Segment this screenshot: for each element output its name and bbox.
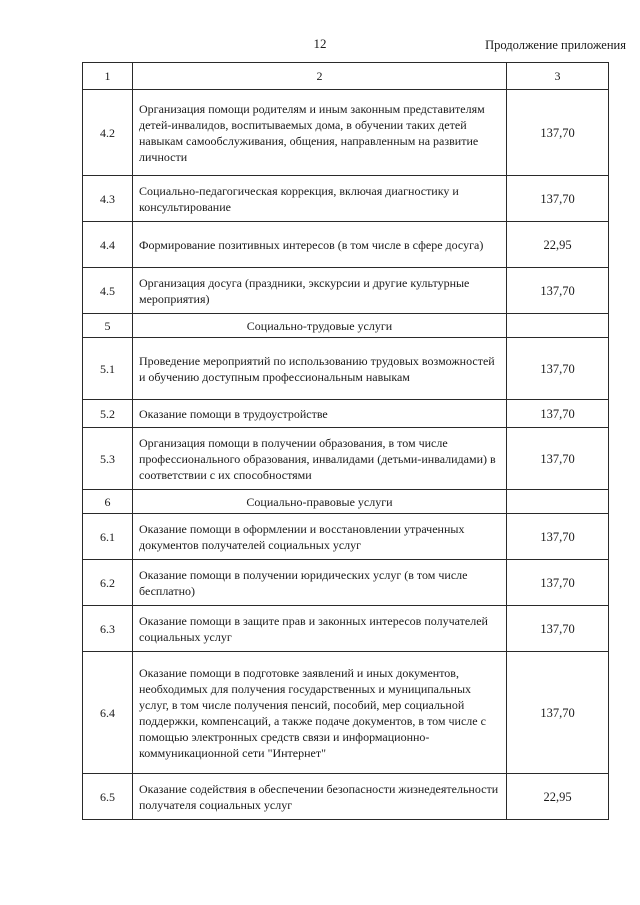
row-number: 4.5 xyxy=(83,268,133,314)
service-description: Социально-педагогическая коррекция, включая диагностику и консультирование xyxy=(133,176,507,222)
table-row xyxy=(83,774,609,820)
service-description: Организация помощи родителям и иным законным представителям детей-инвалидов, воспитываемых дома, в обучении таких детей навыкам самообслуживания, общения, направленным на развитие личности xyxy=(133,90,507,176)
service-price: 137,70 xyxy=(507,338,609,400)
row-number: 4.3 xyxy=(83,176,133,222)
services-table-body xyxy=(83,63,609,820)
service-price: 137,70 xyxy=(507,400,609,428)
section-row xyxy=(83,490,609,514)
row-number: 5.2 xyxy=(83,400,133,428)
row-number: 4.2 xyxy=(83,90,133,176)
table-row xyxy=(83,606,609,652)
service-description: Организация досуга (праздники, экскурсии и другие культурные мероприятия) xyxy=(133,268,507,314)
column-header-2: 2 xyxy=(133,63,507,90)
service-description: Проведение мероприятий по использованию трудовых возможностей и обучению доступным профессиональным навыкам xyxy=(133,338,507,400)
section-title: Социально-правовые услуги xyxy=(133,490,507,514)
services-table xyxy=(82,62,609,820)
service-description: Оказание содействия в обеспечении безопасности жизнедеятельности получателя социальных услуг xyxy=(133,774,507,820)
service-price: 137,70 xyxy=(507,514,609,560)
row-number: 6 xyxy=(83,490,133,514)
service-price xyxy=(507,490,609,514)
service-description: Оказание помощи в защите прав и законных интересов получателей социальных услуг xyxy=(133,606,507,652)
table-row xyxy=(83,428,609,490)
table-row xyxy=(83,400,609,428)
service-description: Оказание помощи в получении юридических услуг (в том числе бесплатно) xyxy=(133,560,507,606)
table-row xyxy=(83,652,609,774)
continuation-label: Продолжение приложения xyxy=(485,38,626,52)
table-row xyxy=(83,268,609,314)
table-row xyxy=(83,560,609,606)
row-number: 6.2 xyxy=(83,560,133,606)
row-number: 5 xyxy=(83,314,133,338)
service-description: Оказание помощи в подготовке заявлений и иных документов, необходимых для получения государственных и муниципальных услуг, в том числе получения пенсий, пособий, мер социальной поддержки, компенсаций, а также подаче документов, в том числе с помощью электронных средств связи и информационно-коммуникационной сети "Интернет" xyxy=(133,652,507,774)
column-header-3: 3 xyxy=(507,63,609,90)
row-number: 6.4 xyxy=(83,652,133,774)
service-price: 22,95 xyxy=(507,222,609,268)
table-row xyxy=(83,90,609,176)
row-number: 4.4 xyxy=(83,222,133,268)
page-number: 12 xyxy=(313,36,327,51)
service-price: 137,70 xyxy=(507,90,609,176)
service-price xyxy=(507,314,609,338)
table-row xyxy=(83,176,609,222)
service-price: 137,70 xyxy=(507,268,609,314)
table-row xyxy=(83,514,609,560)
section-title: Социально-трудовые услуги xyxy=(133,314,507,338)
service-price: 137,70 xyxy=(507,606,609,652)
table-row xyxy=(83,338,609,400)
service-price: 137,70 xyxy=(507,560,609,606)
service-price: 137,70 xyxy=(507,428,609,490)
table-row xyxy=(83,222,609,268)
service-description: Формирование позитивных интересов (в том числе в сфере досуга) xyxy=(133,222,507,268)
service-description: Организация помощи в получении образования, в том числе профессионального образования, инвалидами (детьми-инвалидами) в соответствии с их способностями xyxy=(133,428,507,490)
service-price: 137,70 xyxy=(507,176,609,222)
service-price: 137,70 xyxy=(507,652,609,774)
row-number: 6.5 xyxy=(83,774,133,820)
service-description: Оказание помощи в трудоустройстве xyxy=(133,400,507,428)
row-number: 6.1 xyxy=(83,514,133,560)
table-header-row xyxy=(83,63,609,90)
row-number: 5.1 xyxy=(83,338,133,400)
row-number: 6.3 xyxy=(83,606,133,652)
row-number: 5.3 xyxy=(83,428,133,490)
column-header-1: 1 xyxy=(83,63,133,90)
service-price: 22,95 xyxy=(507,774,609,820)
section-row xyxy=(83,314,609,338)
service-description: Оказание помощи в оформлении и восстановлении утраченных документов получателей социальных услуг xyxy=(133,514,507,560)
